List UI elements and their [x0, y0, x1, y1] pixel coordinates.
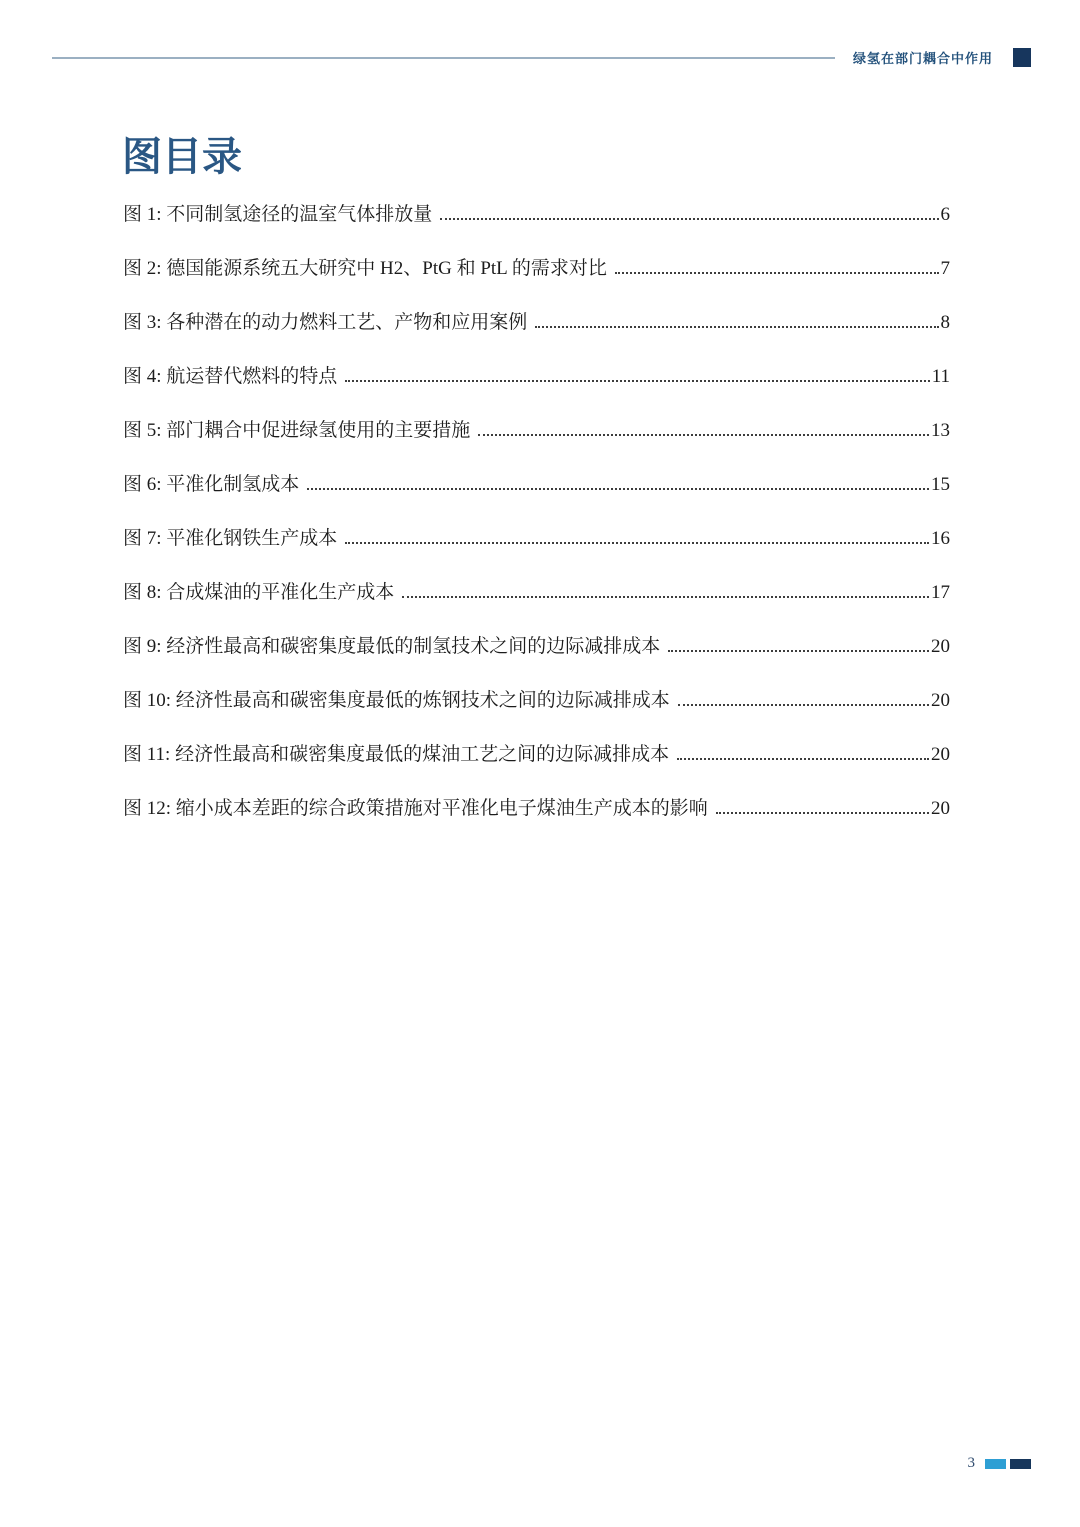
dot-leader [307, 488, 929, 490]
toc-entry-label: 图 6: 平准化制氢成本 [123, 474, 300, 495]
toc-page-number: 16 [931, 528, 950, 549]
toc-entry-fig2[interactable] [123, 255, 950, 283]
toc-entry-label: 图 2: 德国能源系统五大研究中 H2、PtG 和 PtL 的需求对比 [123, 258, 607, 279]
toc-entry-label: 图 11: 经济性最高和碳密集度最低的煤油工艺之间的边际减排成本 [123, 744, 670, 765]
footer-lightblue-square-icon [985, 1459, 1006, 1469]
toc-entry-label: 图 8: 合成煤油的平准化生产成本 [123, 582, 395, 603]
toc-page-number: 17 [931, 582, 950, 603]
toc-entry-fig6[interactable] [123, 471, 950, 499]
toc-page-number: 6 [940, 204, 950, 225]
dot-leader [345, 542, 929, 544]
page-footer [968, 1455, 1032, 1472]
toc-entry-fig8[interactable] [123, 579, 950, 607]
toc-entry-fig12[interactable] [123, 795, 950, 823]
header-rule-line [52, 57, 835, 59]
toc-page-number: 20 [931, 798, 950, 819]
page-header [0, 0, 1080, 67]
dot-leader [535, 326, 938, 328]
toc-entry-label: 图 3: 各种潜在的动力燃料工艺、产物和应用案例 [123, 312, 528, 333]
toc-entry-label: 图 1: 不同制氢途径的温室气体排放量 [123, 204, 433, 225]
toc-entry-label: 图 7: 平准化钢铁生产成本 [123, 528, 338, 549]
toc-page-number: 13 [931, 420, 950, 441]
toc-page-number: 20 [931, 744, 950, 765]
toc-page-number: 8 [940, 312, 950, 333]
toc-entry-fig5[interactable] [123, 417, 950, 445]
dot-leader [668, 650, 929, 652]
figure-toc-list [123, 201, 950, 823]
dot-leader [678, 704, 929, 706]
footer-navy-square-icon [1010, 1459, 1031, 1469]
dot-leader [478, 434, 929, 436]
toc-page-number: 20 [931, 690, 950, 711]
toc-entry-fig9[interactable] [123, 633, 950, 661]
dot-leader [345, 380, 929, 382]
toc-entry-fig10[interactable] [123, 687, 950, 715]
toc-entry-label: 图 10: 经济性最高和碳密集度最低的炼钢技术之间的边际减排成本 [123, 690, 670, 711]
toc-page-number: 7 [940, 258, 950, 279]
toc-entry-fig7[interactable] [123, 525, 950, 553]
dot-leader [615, 272, 939, 274]
header-navy-square-icon [1013, 48, 1031, 67]
footer-page-number: 3 [967, 1455, 975, 1471]
toc-page-number: 11 [931, 366, 950, 387]
dot-leader [716, 812, 929, 814]
toc-entry-label: 图 4: 航运替代燃料的特点 [123, 366, 338, 387]
toc-entry-fig11[interactable] [123, 741, 950, 769]
toc-page-number: 15 [931, 474, 950, 495]
running-doc-title: 绿氢在部门耦合中作用 [852, 51, 993, 66]
dot-leader [677, 758, 929, 760]
toc-entry-label: 图 9: 经济性最高和碳密集度最低的制氢技术之间的边际减排成本 [123, 636, 661, 657]
dot-leader [402, 596, 929, 598]
dot-leader [440, 218, 938, 220]
toc-page-number: 20 [931, 636, 950, 657]
toc-entry-fig4[interactable] [123, 363, 950, 391]
page-title: 图目录 [122, 135, 242, 179]
toc-entry-fig3[interactable] [123, 309, 950, 337]
toc-entry-label: 图 12: 缩小成本差距的综合政策措施对平准化电子煤油生产成本的影响 [123, 798, 708, 819]
toc-entry-fig1[interactable] [123, 201, 950, 229]
toc-entry-label: 图 5: 部门耦合中促进绿氢使用的主要措施 [123, 420, 471, 441]
